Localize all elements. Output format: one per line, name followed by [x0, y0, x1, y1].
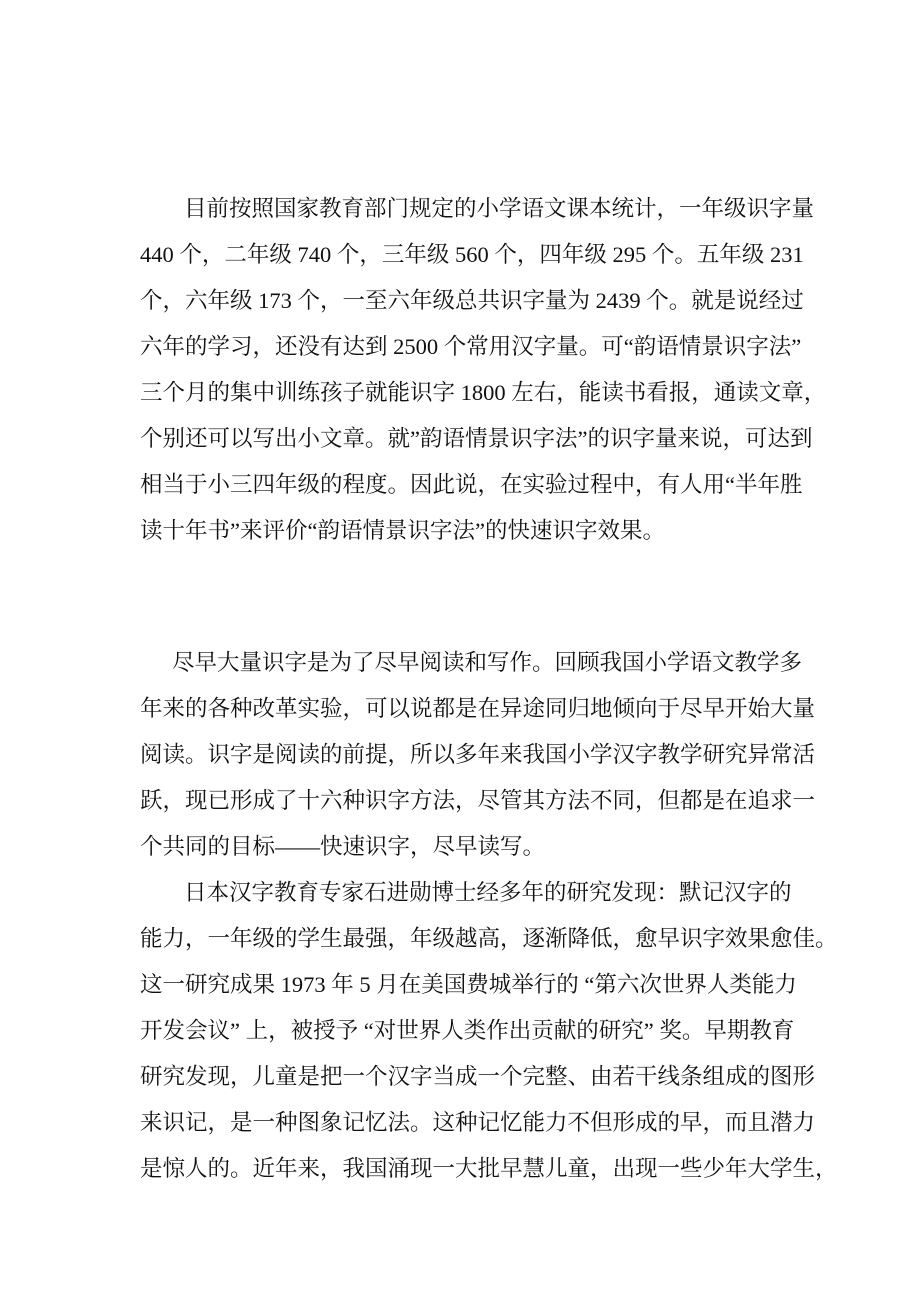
text-line: 个共同的目标——快速识字，尽早读写。	[140, 834, 546, 859]
paragraph-3	[140, 870, 838, 1192]
text-line: 研究发现，儿童是把一个汉字当成一个完整、由若干线条组成的图形	[140, 1064, 816, 1089]
text-line: 阅读。识字是阅读的前提，所以多年来我国小学汉字教学研究异常活	[140, 742, 816, 767]
text-line: 相当于小三四年级的程度。因此说，在实验过程中，有人用“半年胜	[140, 472, 803, 497]
text-line: 个，六年级 173 个，一至六年级总共识字量为 2439 个。就是说经过	[140, 288, 804, 313]
text-line: 目前按照国家教育部门规定的小学语文课本统计，一年级识字量	[184, 196, 815, 221]
text-line: 开发会议” 上，被授予 “对世界人类作出贡献的研究” 奖。早期教育	[140, 1018, 795, 1043]
paragraph-2	[140, 640, 816, 870]
paragraph-1	[140, 186, 827, 554]
text-line: 年来的各种改革实验，可以说都是在异途同归地倾向于尽早开始大量	[140, 696, 816, 721]
text-line: 440 个，二年级 740 个，三年级 560 个，四年级 295 个。五年级 231	[140, 242, 804, 267]
text-line: 六年的学习，还没有达到 2500 个常用汉字量。可“韵语情景识字法”	[140, 334, 802, 359]
text-line: 个别还可以写出小文章。就”韵语情景识字法”的识字量来说，可达到	[140, 426, 813, 451]
text-line: 跃，现已形成了十六种识字方法，尽管其方法不同，但都是在追求一	[140, 788, 816, 813]
text-line: 日本汉字教育专家石进勋博士经多年的研究发现：默记汉字的	[184, 880, 792, 905]
text-line: 三个月的集中训练孩子就能识字 1800 左右，能读书看报，通读文章，	[140, 380, 827, 405]
text-line: 能力，一年级的学生最强，年级越高，逐渐降低，愈早识字效果愈佳。	[140, 926, 838, 951]
text-line: 读十年书”来评价“韵语情景识字法”的快速识字效果。	[140, 518, 665, 543]
text-line: 来识记，是一种图象记忆法。这种记忆能力不但形成的早，而且潜力	[140, 1110, 816, 1135]
text-line: 这一研究成果 1973 年 5 月在美国费城举行的 “第六次世界人类能力	[140, 972, 797, 997]
text-line: 尽早大量识字是为了尽早阅读和写作。回顾我国小学语文教学多	[172, 650, 803, 675]
text-line: 是惊人的。近年来，我国涌现一大批早慧儿童，出现一些少年大学生，	[140, 1156, 838, 1181]
